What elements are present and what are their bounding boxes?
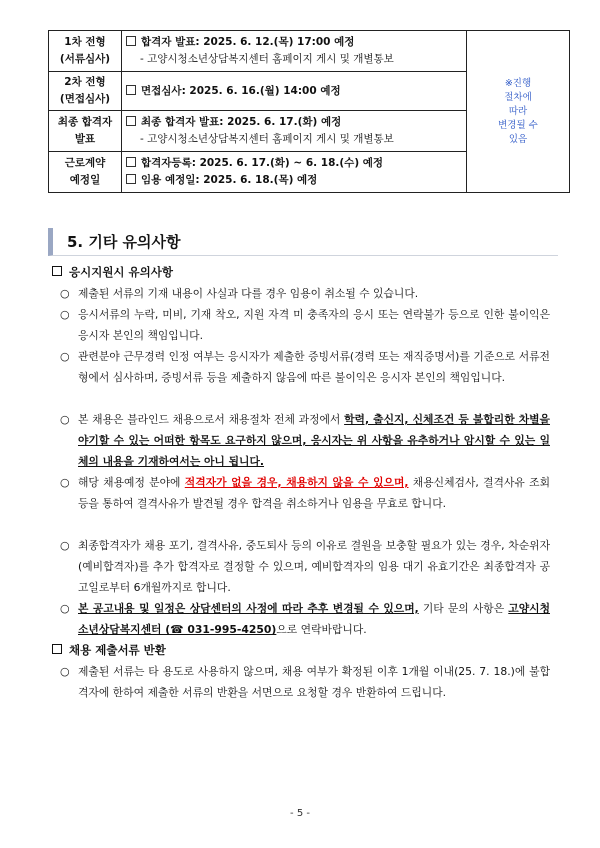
list-item (60, 409, 550, 472)
row-main-text: 합격자등록: 2025. 6. 17.(화) ~ 6. 18.(수) 예정 (141, 157, 384, 169)
notice-change-emphasis: 본 공고내용 및 일정은 상담센터의 사정에 따라 추후 변경될 수 있으며, (78, 602, 419, 615)
list-item (60, 283, 550, 304)
note-line: 절차에 (504, 91, 532, 103)
subsection-heading-text: 응시지원시 유의사항 (69, 265, 173, 279)
schedule-table (48, 30, 570, 193)
circle-bullet-icon: ○ (60, 539, 70, 552)
row-content (122, 72, 467, 111)
list-item (60, 535, 550, 598)
row-label-line1: 2차 전형 (64, 76, 106, 88)
row-main-text: 최종 합격자 발표: 2025. 6. 17.(화) 예정 (141, 116, 342, 128)
row-sub-text: - 고양시청소년상담복지센터 홈페이지 게시 및 개별통보 (140, 133, 394, 145)
checkbox-square-icon (126, 174, 136, 184)
schedule-note (467, 31, 570, 193)
circle-bullet-icon: ○ (60, 350, 70, 363)
list-item-text (78, 409, 550, 472)
row-sub-text: - 고양시청소년상담복지센터 홈페이지 게시 및 개별통보 (140, 53, 394, 65)
list-item-text: 제출된 서류는 타 용도로 사용하지 않으며, 채용 여부가 확정된 이후 1개월 이내(25. 7. 18.)에 불합격자에 한하여 제출한 서류의 반환을 서면으로 요청할 경우 반환하여 드립니다. (78, 665, 550, 699)
list-item-text: 제출된 서류의 기재 내용이 사실과 다를 경우 임용이 취소될 수 있습니다. (78, 287, 419, 300)
row-label-line2: 발표 (74, 133, 96, 145)
row-label-line1: 최종 합격자 (57, 116, 113, 128)
row-label-line2: (서류심사) (59, 53, 111, 65)
square-bullet-icon (52, 644, 62, 654)
circle-bullet-icon: ○ (60, 602, 70, 615)
circle-bullet-icon: ○ (60, 287, 70, 300)
notice-contact-text: 기타 문의 사항은 (418, 602, 509, 615)
no-hire-emphasis: 적격자가 없을 경우, 채용하지 않을 수 있으며, (184, 476, 409, 489)
subsection-heading (52, 641, 166, 659)
no-hire-text: 해당 채용예정 분야에 (78, 476, 185, 489)
list-item (60, 304, 550, 346)
note-line: 따라 (508, 105, 528, 117)
blind-hiring-emphasis: 학력, 출신지, 신체조건 등 불합리한 차별을 야기할 수 있는 어떠한 항목도 요구하지 않으며, 응시자는 위 사항을 유추하거나 암시할 수 있는 일체의 내용을 기재하여서는 아니 됩니다. (78, 413, 550, 468)
row-main-text: 합격자 발표: 2025. 6. 12.(목) 17:00 예정 (141, 36, 355, 48)
subsection-heading (52, 263, 173, 281)
square-bullet-icon (52, 266, 62, 276)
row-label (49, 72, 122, 111)
row-label (49, 111, 122, 152)
center-contact-link[interactable]: 고양시청소년상담복지센터 (☎ 031-995-4250) (78, 602, 550, 636)
row-label-line1: 1차 전형 (64, 36, 106, 48)
circle-bullet-icon: ○ (60, 476, 70, 489)
blind-hiring-text: 본 채용은 블라인드 채용으로서 채용절차 전체 과정에서 (78, 413, 345, 426)
list-item-text: 최종합격자가 채용 포기, 결격사유, 중도퇴사 등의 이유로 결원을 보충할 필요가 있는 경우, 차순위자(예비합격자)를 추가 합격자로 결정할 수 있으며, 예비합격자의 임용 대기 유효기간은 최종합격자 공고일로부터 6개월까지로 합니다. (78, 539, 550, 594)
row-content (122, 111, 467, 152)
note-line: 변경될 수 (498, 119, 538, 131)
list-item (60, 598, 550, 640)
row-label (49, 31, 122, 72)
notice-contact-end: 으로 연락바랍니다. (276, 623, 367, 636)
list-item-text: 관련분야 근무경력 인정 여부는 응시자가 제출한 증빙서류(경력 또는 재직증명서)를 기준으로 서류전형에서 심사하며, 증빙서류 등을 제출하지 않음에 따른 불이익은 응시자 본인의 책임입니다. (78, 350, 550, 384)
list-item (60, 661, 550, 703)
row-content (122, 152, 467, 193)
table-row (49, 31, 570, 72)
list-item (60, 472, 550, 514)
note-line: ※진행 (504, 77, 532, 89)
list-item-text (78, 598, 550, 640)
section-title: 5. 기타 유의사항 (48, 228, 558, 256)
row-label (49, 152, 122, 193)
row-label-line2: 예정일 (69, 174, 101, 186)
checkbox-square-icon (126, 157, 136, 167)
note-line: 있음 (508, 133, 528, 145)
checkbox-square-icon (126, 36, 136, 46)
checkbox-square-icon (126, 85, 136, 95)
list-item-text (78, 472, 550, 514)
row-main-text: 면접심사: 2025. 6. 16.(월) 14:00 예정 (141, 84, 341, 97)
list-item-text: 응시서류의 누락, 미비, 기재 착오, 지원 자격 미 충족자의 응시 또는 연락불가 등으로 인한 불이익은 응시자 본인의 책임입니다. (78, 308, 550, 342)
circle-bullet-icon: ○ (60, 308, 70, 321)
row-label-line2: (면접심사) (59, 93, 111, 105)
row-content (122, 31, 467, 72)
checkbox-square-icon (126, 116, 136, 126)
row-main-text-2: 임용 예정일: 2025. 6. 18.(목) 예정 (141, 174, 318, 186)
subsection-heading-text: 채용 제출서류 반환 (69, 643, 166, 657)
row-label-line1: 근로계약 (64, 157, 106, 169)
page-number: - 5 - (290, 808, 310, 819)
circle-bullet-icon: ○ (60, 665, 70, 678)
list-item (60, 346, 550, 388)
no-hire-text-rest: 채용신체검사, 결격사유 조회 등을 통하여 결격사유가 발견될 경우 합격을 취소하거나 임용을 무효로 합니다. (78, 476, 550, 510)
circle-bullet-icon: ○ (60, 413, 70, 426)
